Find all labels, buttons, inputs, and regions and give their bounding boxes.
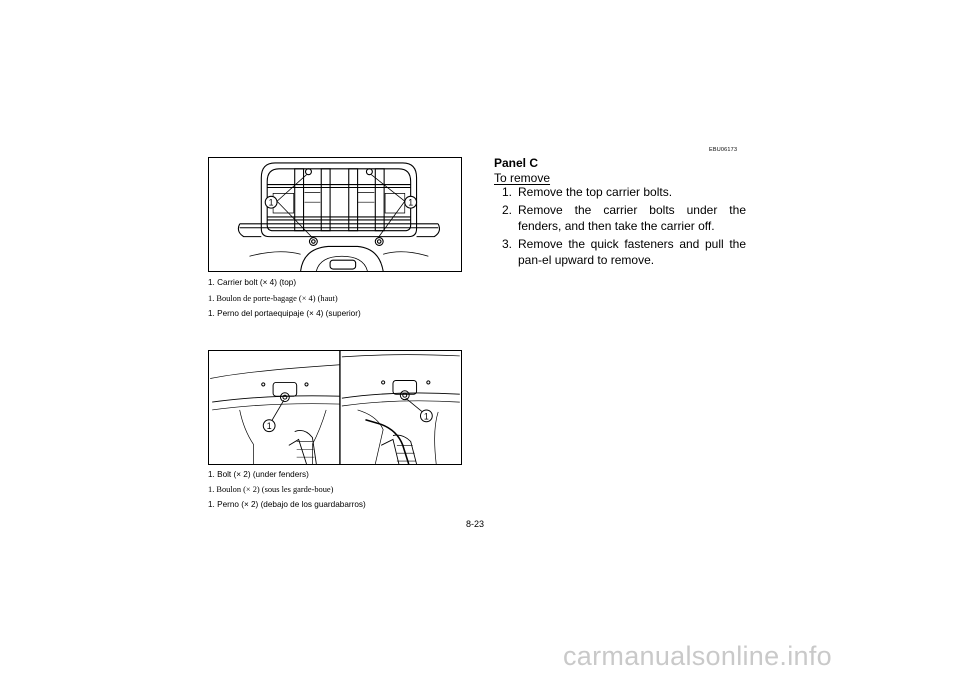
step-text: Remove the carrier bolts under the fenders, and then take the carrier off. xyxy=(518,203,746,233)
section-subtitle: To remove xyxy=(494,171,551,185)
removal-steps xyxy=(494,184,746,270)
callout-1-left-panel: 1 xyxy=(266,421,272,432)
step-number: 2. xyxy=(502,203,513,217)
caption-es-2: 1. Perno (× 2) (debajo de los guardabarros) xyxy=(208,500,366,509)
step-item xyxy=(494,184,746,200)
caption-es-1: 1. Perno del portaequipaje (× 4) (superior) xyxy=(208,309,361,318)
step-item xyxy=(494,236,746,268)
section-title: Panel C xyxy=(494,156,539,170)
section-code: EBU06173 xyxy=(709,147,738,153)
callout-1-right-panel: 1 xyxy=(423,411,429,422)
callout-1-left: 1 xyxy=(268,197,274,208)
carrier-top-illustration xyxy=(208,157,462,272)
page-number: 8-23 xyxy=(466,519,485,529)
callout-1-right: 1 xyxy=(408,197,414,208)
caption-fr-1: 1. Boulon de porte-bagage (× 4) (haut) xyxy=(208,294,338,303)
step-number: 1. xyxy=(502,185,513,199)
watermark: carmanualsonline.info xyxy=(563,641,832,671)
under-fender-illustration xyxy=(208,350,462,465)
step-item xyxy=(494,202,746,234)
step-number: 3. xyxy=(502,237,513,251)
caption-en-2: 1. Bolt (× 2) (under fenders) xyxy=(208,470,309,479)
step-text: Remove the top carrier bolts. xyxy=(518,185,673,199)
caption-en-1: 1. Carrier bolt (× 4) (top) xyxy=(208,278,297,287)
caption-fr-2: 1. Boulon (× 2) (sous les garde-boue) xyxy=(208,485,334,494)
step-text: Remove the quick fasteners and pull the pan-el upward to remove. xyxy=(518,237,746,267)
